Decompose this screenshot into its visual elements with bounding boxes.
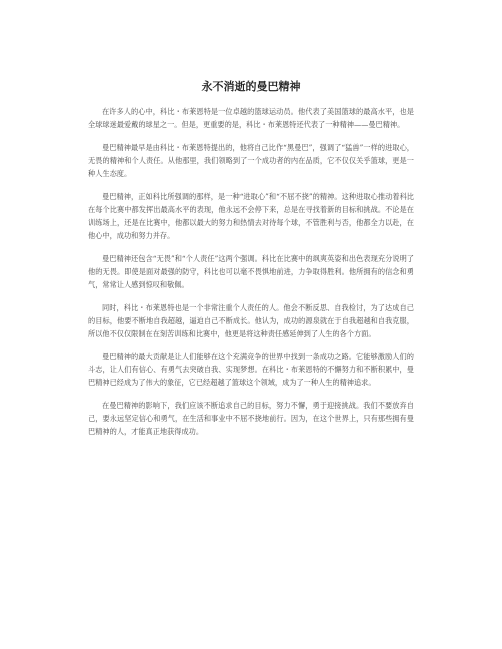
- paragraph: 曼巴精神的最大贡献是让人们能够在这个充满竞争的世界中找到一条成功之路。它能够激励人们的斗志，让人们有信心、有勇气去突破自我、实现梦想。在科比・布莱恩特的不懈努力和不断积累中，曼巴精神已经成为了伟大的象征，它已经超越了篮球这个领域，成为了一种人生的精神追求。: [88, 352, 414, 387]
- paragraph: 曼巴精神，正如科比所强调的那样，是一种“进取心”和“不屈不挠”的精神。这种进取心推动着科比在每个比赛中都发挥出最高水平的表现，他永远不会停下来，总是在寻找着新的目标和挑战。不论是在训练场上，还是在比赛中，他都以最大的努力和热情去对待每个球，不管胜利与否，他都全力以赴，在他心中，成功和努力并存。: [88, 192, 414, 240]
- article-title: 永不消逝的曼巴精神: [201, 80, 301, 93]
- paragraph: 曼巴精神还包含“无畏”和“个人责任”这两个强调。科比在比赛中的飒爽英姿和出色表现充分说明了他的无畏。即使是面对最强的防守，科比也可以毫不畏惧地前进，力争取得胜利。他所拥有的信念和勇气，常常让人感到惊叹和敬佩。: [88, 254, 414, 289]
- paragraph: 在许多人的心中，科比・布莱恩特是一位卓越的篮球运动员。他代表了美国篮球的最高水平，也是全球球迷最爱戴的球星之一。但是，更重要的是，科比・布莱恩特还代表了一种精神——曼巴精神。: [88, 107, 414, 129]
- paragraph: 曼巴精神最早是由科比・布莱恩特提出的，他将自己比作“黑曼巴”，强调了“猛兽”一样的进取心，无畏的精神和个人责任。从他那里，我们领略到了一个成功者的内在品质，它不仅仅关乎篮球，更是一种人生态度。: [88, 143, 414, 178]
- paragraph: 在曼巴精神的影响下，我们应该不断追求自己的目标，努力不懈，勇于迎接挑战。我们不要放弃自己，要永远坚定信心和勇气，在生活和事业中不屈不挠地前行。因为，在这个世界上，只有那些拥有曼巴精神的人，才能真正地获得成功。: [88, 401, 414, 436]
- article-body: [88, 80, 414, 448]
- paragraph: 同时，科比・布莱恩特也是一个非常注重个人责任的人。他会不断反思、自我检讨，为了达成自己的目标，他要不断地自我超越，逼迫自己不断成长。他认为，成功的源泉就在于自我超越和自我克服，所以他不仅仅限制在在刻苦训练和比赛中，他更是将这种责任感延伸到了人生的各个方面。: [88, 303, 414, 338]
